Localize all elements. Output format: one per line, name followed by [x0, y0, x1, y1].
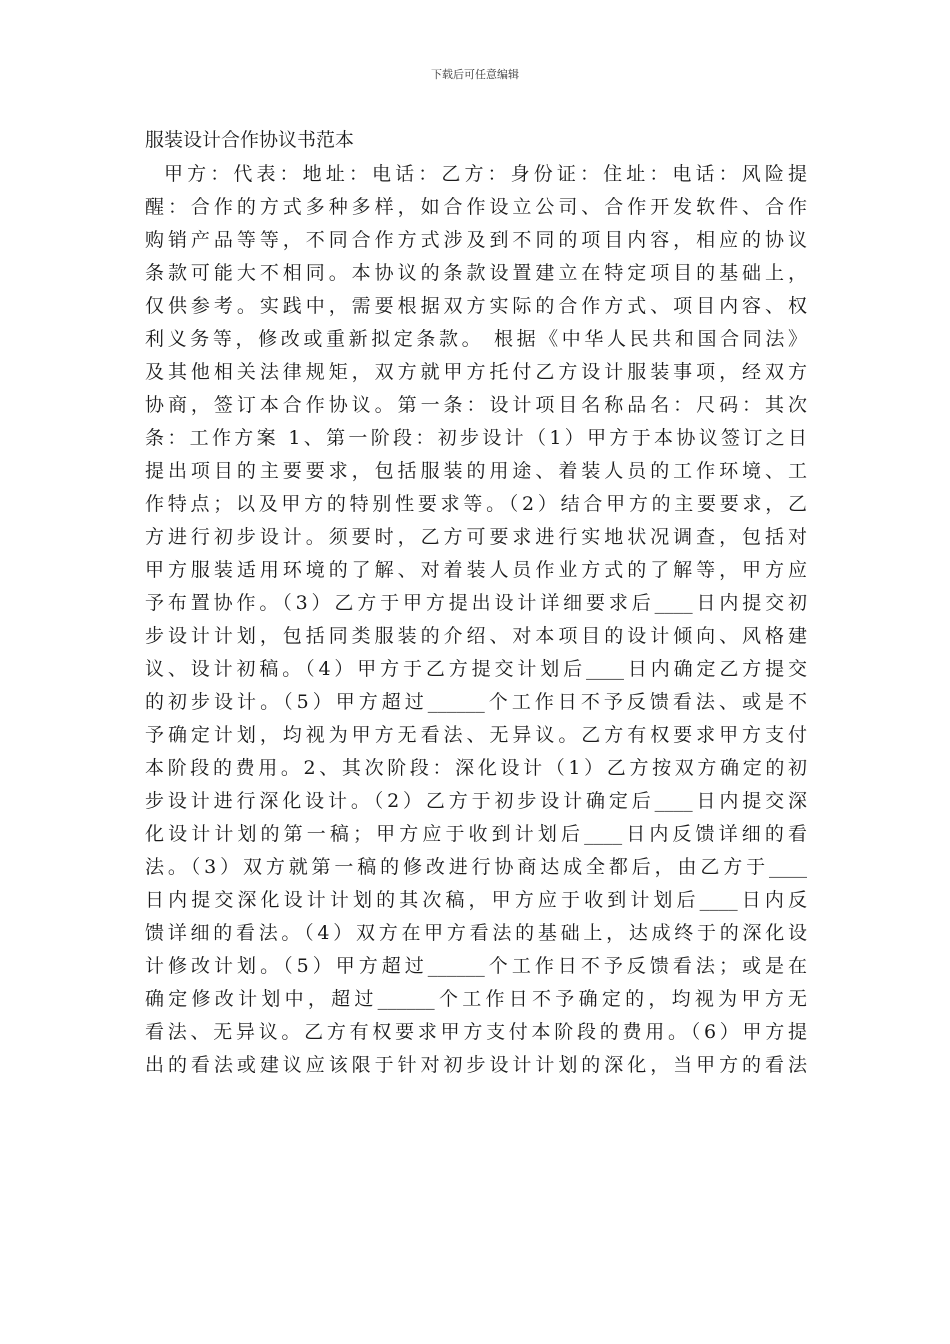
document-title: 服装设计合作协议书范本 — [145, 129, 355, 151]
body-line: 的初步设计。（5）甲方超过______个工作日不予反馈看法、或是不 — [145, 691, 807, 713]
body-line: 予布置协作。（3）乙方于甲方提出设计详细要求后____日内提交初 — [145, 592, 807, 614]
body-line: 计修改计划。（5）甲方超过______个工作日不予反馈看法；或是在 — [145, 955, 807, 977]
body-line: 提出项目的主要要求，包括服装的用途、着装人员的工作环境、工 — [145, 460, 807, 482]
body-line: 议、设计初稿。（4）甲方于乙方提交计划后____日内确定乙方提交 — [145, 658, 807, 680]
body-line: 醒：合作的方式多种多样，如合作设立公司、合作开发软件、合作 — [145, 196, 807, 218]
body-line: 仅供参考。实践中，需要根据双方实际的合作方式、项目内容、权 — [145, 295, 807, 317]
document-body — [145, 158, 807, 1082]
body-line: 日内提交深化设计计划的其次稿，甲方应于收到计划后____日内反 — [145, 889, 807, 911]
body-line: 甲方：代表：地址：电话：乙方：身份证：住址：电话：风险提 — [164, 163, 807, 185]
body-line: 步设计进行深化设计。（2）乙方于初步设计确定后____日内提交深 — [145, 790, 807, 812]
body-line: 步设计计划，包括同类服装的介绍、对本项目的设计倾向、风格建 — [145, 625, 807, 647]
body-line: 予确定计划，均视为甲方无看法、无异议。乙方有权要求甲方支付 — [145, 724, 807, 746]
body-line: 条款可能大不相同。本协议的条款设置建立在特定项目的基础上， — [145, 262, 807, 284]
body-line: 协商，签订本合作协议。第一条：设计项目名称品名：尺码：其次 — [145, 394, 807, 416]
body-line: 购销产品等等，不同合作方式涉及到不同的项目内容，相应的协议 — [145, 229, 807, 251]
body-line: 出的看法或建议应该限于针对初步设计计划的深化，当甲方的看法 — [145, 1054, 807, 1076]
header-note: 下载后可任意编辑 — [431, 68, 519, 81]
body-line: 看法、无异议。乙方有权要求甲方支付本阶段的费用。（6）甲方提 — [145, 1021, 807, 1043]
body-line: 方进行初步设计。须要时，乙方可要求进行实地状况调查，包括对 — [145, 526, 807, 548]
body-line: 馈详细的看法。（4）双方在甲方看法的基础上，达成终于的深化设 — [145, 922, 807, 944]
body-line: 本阶段的费用。2、其次阶段：深化设计（1）乙方按双方确定的初 — [145, 757, 807, 779]
body-line: 条：工作方案 1、第一阶段：初步设计（1）甲方于本协议签订之日 — [145, 427, 807, 449]
body-line: 利义务等，修改或重新拟定条款。 根据《中华人民共和国合同法》 — [145, 328, 807, 350]
body-line: 化设计计划的第一稿；甲方应于收到计划后____日内反馈详细的看 — [145, 823, 807, 845]
body-line: 作特点；以及甲方的特别性要求等。（2）结合甲方的主要要求，乙 — [145, 493, 807, 515]
body-line: 确定修改计划中，超过______个工作日不予确定的，均视为甲方无 — [145, 988, 807, 1010]
body-line: 法。（3）双方就第一稿的修改进行协商达成全都后，由乙方于____ — [145, 856, 807, 878]
body-line: 及其他相关法律规矩，双方就甲方托付乙方设计服装事项，经双方 — [145, 361, 807, 383]
body-line: 甲方服装适用环境的了解、对着装人员作业方式的了解等，甲方应 — [145, 559, 807, 581]
